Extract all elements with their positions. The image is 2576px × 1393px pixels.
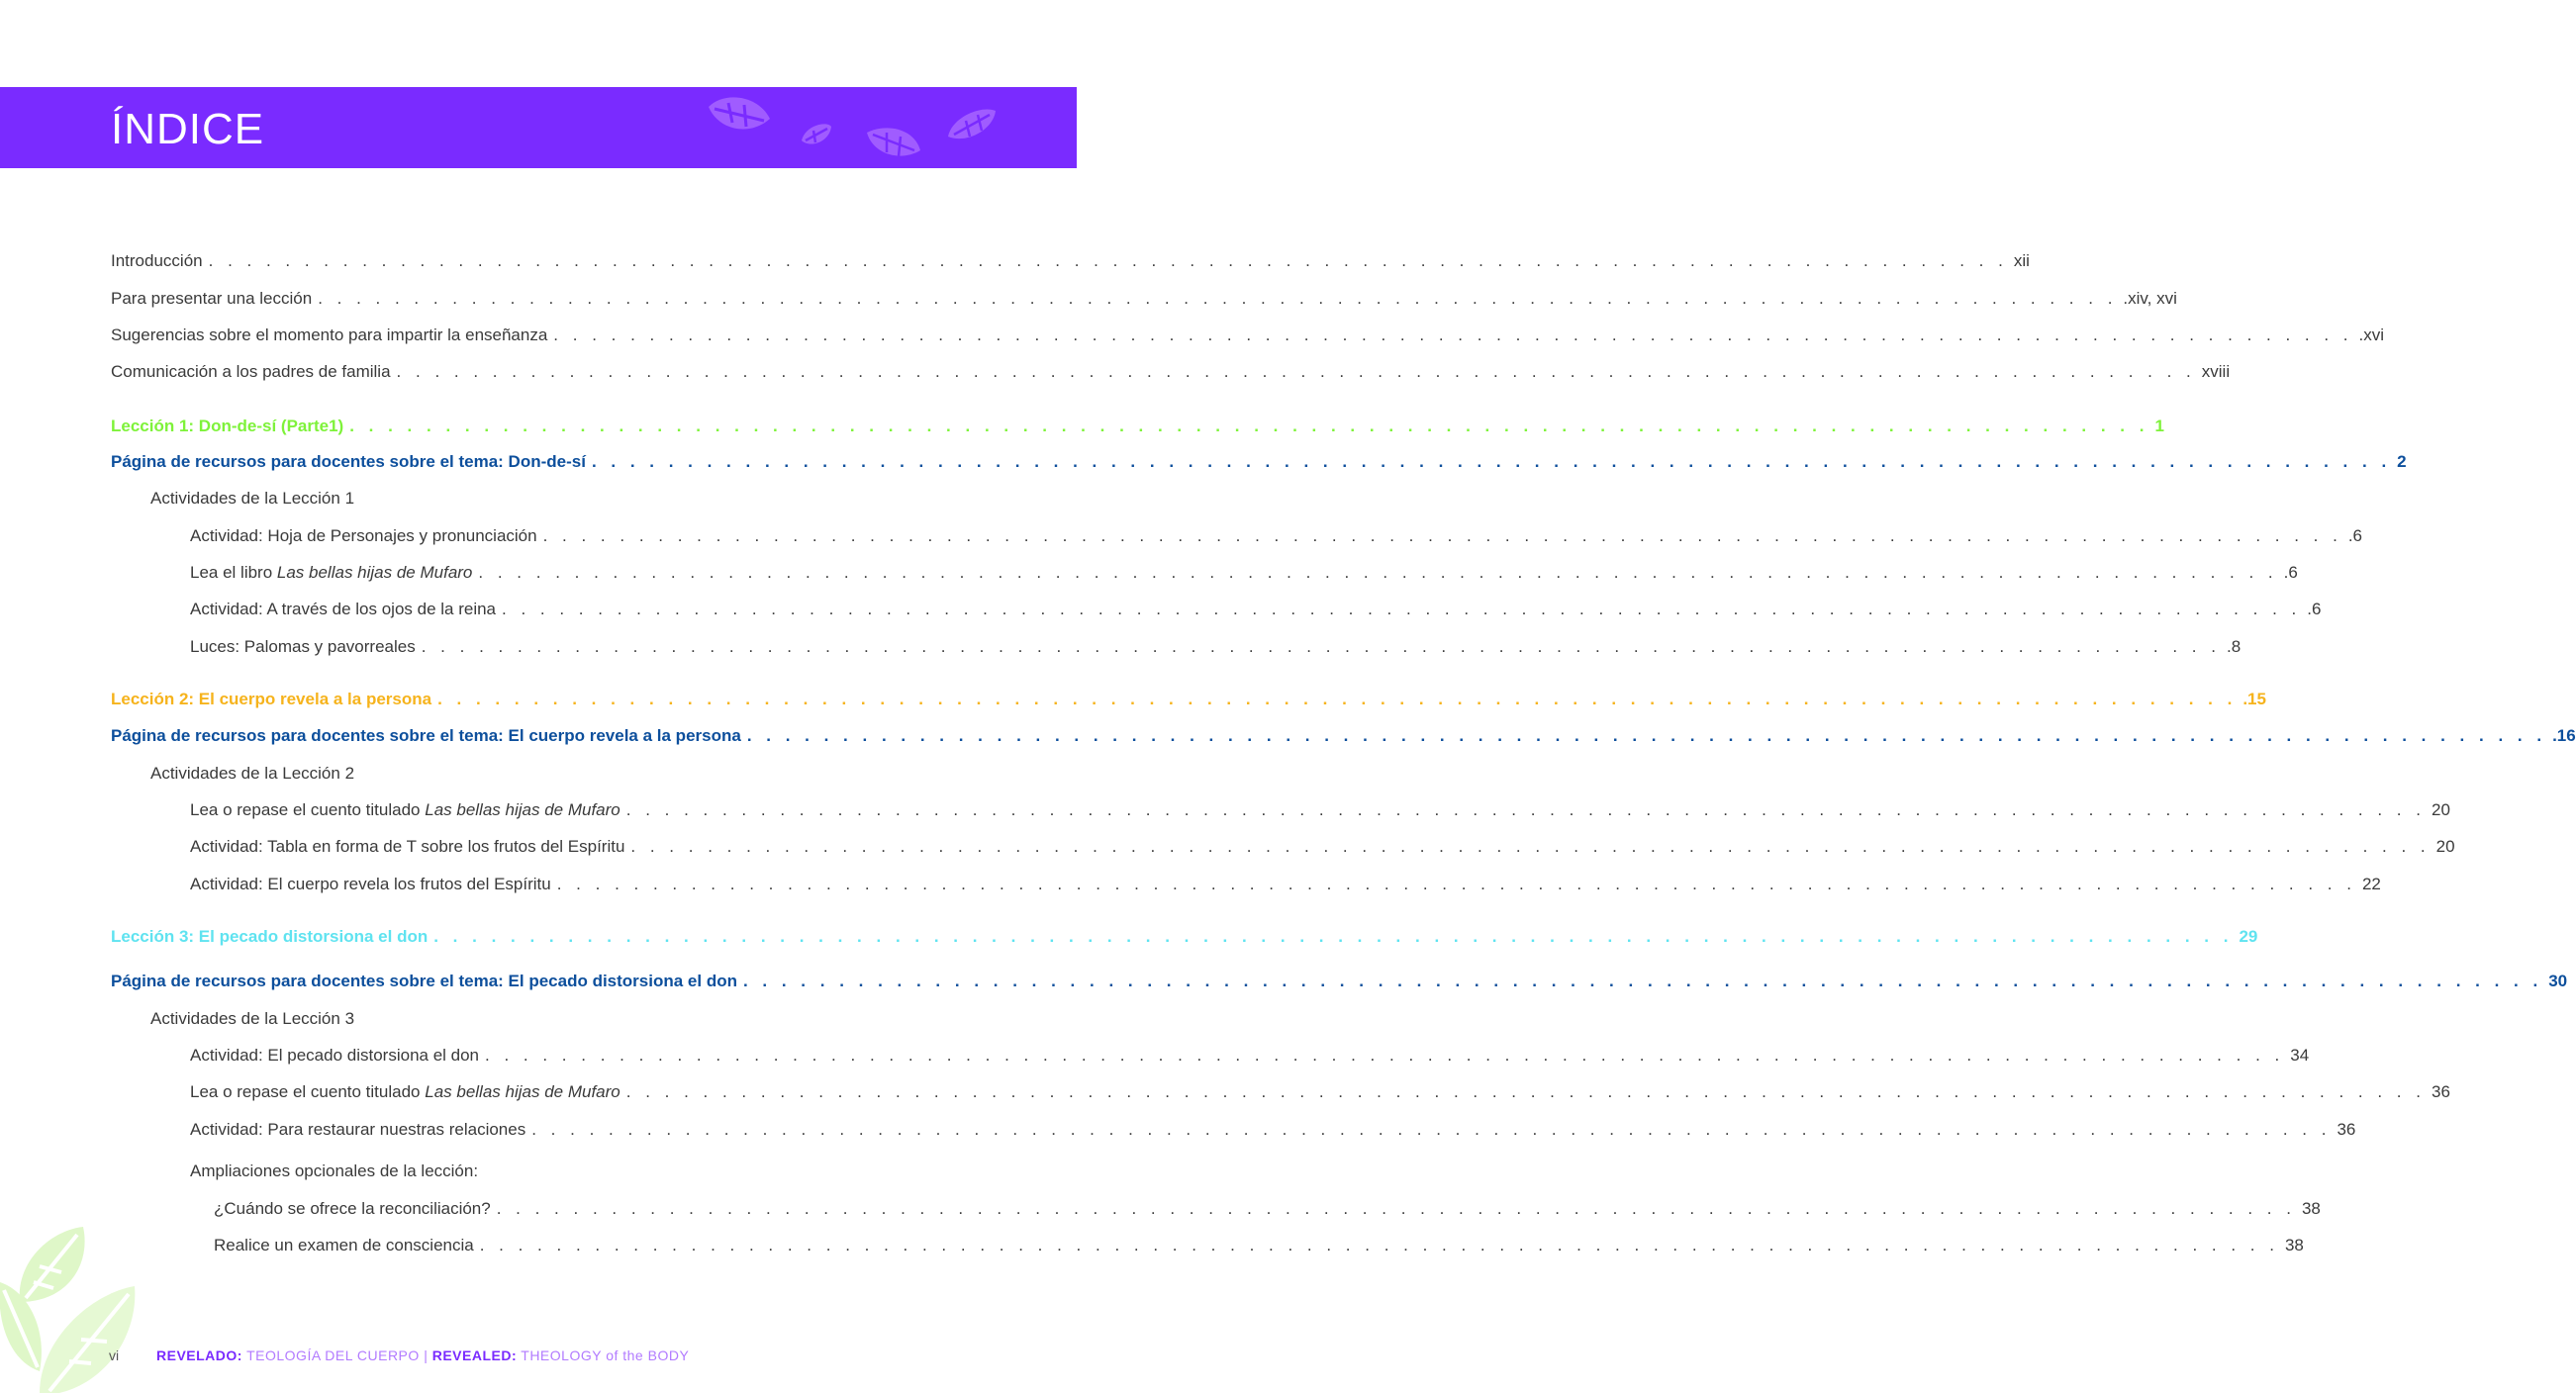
page-number: vi [109, 1347, 120, 1363]
dot-leader: . . . . . . . . . . . . . . . . . . . . . . . . . . . . . . . . . . . . . . . . . . . . . . . . . . . . . . . . . . . . . . . . . . . . . . . . . . . . . . . . . . . . . . . . . . . . . . [318, 289, 2118, 308]
dot-leader: . . . . . . . . . . . . . . . . . . . . . . . . . . . . . . . . . . . . . . . . . . . . . . . . . . . . . . . . . . . . . . . . . . . . . . . . . . . . . . . . . . . . . . . . . . . . . . [746, 726, 2547, 745]
toc-resource-3[interactable] [111, 970, 2568, 993]
dot-leader: . . . . . . . . . . . . . . . . . . . . . . . . . . . . . . . . . . . . . . . . . . . . . . . . . . . . . . . . . . . . . . . . . . . . . . . . . . . . . . . . . . . . . . . . . . . . . . [553, 325, 2353, 344]
toc-entry-page: xviii [2201, 362, 2231, 381]
toc-entry-page: 20 [2431, 800, 2450, 819]
toc-activity[interactable] [190, 798, 2450, 822]
toc-activity[interactable] [190, 1118, 2356, 1142]
dot-leader: . . . . . . . . . . . . . . . . . . . . . . . . . . . . . . . . . . . . . . . . . . . . . . . . . . . . . . . . . . . . . . . . . . . . . . . . . . . . . . . . . . . . . . . . . . . . . . [496, 1199, 2296, 1218]
dot-leader: . . . . . . . . . . . . . . . . . . . . . . . . . . . . . . . . . . . . . . . . . . . . . . . . . . . . . . . . . . . . . . . . . . . . . . . . . . . . . . . . . . . . . . . . . . . . . . [542, 526, 2342, 545]
toc-entry-label: Lea o repase el cuento titulado Las bellas hijas de Mufaro [190, 800, 620, 819]
toc-entry-sugerencias[interactable] [111, 324, 2385, 347]
toc-entry-label: Lea o repase el cuento titulado Las bellas hijas de Mufaro [190, 1082, 620, 1101]
activities-heading: Actividades de la Lección 3 [150, 1009, 355, 1028]
lesson-title: Lección 1: Don-de-sí (Parte1) [111, 417, 344, 435]
toc-entry-label: Actividad: Hoja de Personajes y pronunciación [190, 526, 537, 545]
toc-activity[interactable] [190, 561, 2298, 585]
toc-activity[interactable] [190, 1044, 2310, 1068]
toc-optional[interactable] [214, 1234, 2304, 1257]
toc-entry-page: 38 [2284, 1236, 2304, 1254]
brand-es-light: TEOLOGÍA DEL CUERPO [246, 1347, 420, 1363]
toc-entry-page: xii [2013, 251, 2030, 270]
toc-lesson-1[interactable] [111, 415, 2164, 438]
toc-entry-label: Luces: Palomas y pavorreales [190, 637, 416, 656]
leaf-icon [800, 121, 833, 148]
toc-entry-page: .16 [2552, 726, 2576, 745]
optional-heading: Ampliaciones opcionales de la lección: [190, 1161, 479, 1180]
toc-entry-label: Realice un examen de consciencia [214, 1236, 474, 1254]
toc-entry-label: Lea el libro Las bellas hijas de Mufaro [190, 563, 473, 582]
dot-leader: . . . . . . . . . . . . . . . . . . . . . . . . . . . . . . . . . . . . . . . . . . . . . . . . . . . . . . . . . . . . . . . . . . . . . . . . . . . . . . . . . . . . . . . . . . . . . . [625, 1082, 2426, 1101]
toc-activity[interactable] [190, 524, 2363, 548]
toc-entry-page: .xvi [2358, 325, 2385, 344]
dot-leader: . . . . . . . . . . . . . . . . . . . . . . . . . . . . . . . . . . . . . . . . . . . . . . . . . . . . . . . . . . . . . . . . . . . . . . . . . . . . . . . . . . . . . . . . . . . . . . [531, 1120, 2332, 1139]
toc-entry-page: .6 [2347, 526, 2363, 545]
toc-entry-label: Sugerencias sobre el momento para impartir la enseñanza [111, 325, 548, 344]
dot-leader: . . . . . . . . . . . . . . . . . . . . . . . . . . . . . . . . . . . . . . . . . . . . . . . . . . . . . . . . . . . . . . . . . . . . . . . . . . . . . . . . . . . . . . . . . . . . . . [208, 251, 2008, 270]
toc-entry-label: ¿Cuándo se ofrece la reconciliación? [214, 1199, 491, 1218]
toc-activity[interactable] [190, 635, 2242, 659]
toc-entry-page: 20 [2435, 837, 2455, 856]
dot-leader: . . . . . . . . . . . . . . . . . . . . . . . . . . . . . . . . . . . . . . . . . . . . . . . . . . . . . . . . . . . . . . . . . . . . . . . . . . . . . . . . . . . . . . . . . . . . . . [479, 1236, 2279, 1254]
footer-brand [156, 1347, 689, 1363]
toc-entry-page: 36 [2431, 1082, 2450, 1101]
lesson-title: Lección 2: El cuerpo revela a la persona [111, 690, 432, 708]
toc-entry-label: Actividad: El cuerpo revela los frutos del Espíritu [190, 875, 551, 893]
resource-title: Página de recursos para docentes sobre el tema: Don-de-sí [111, 452, 586, 471]
leaf-icon [865, 125, 922, 160]
toc-entry-introduccion[interactable] [111, 249, 2030, 273]
toc-entry-page: 38 [2301, 1199, 2321, 1218]
toc-entry-page: 34 [2290, 1046, 2310, 1065]
page-title: ÍNDICE [111, 105, 265, 153]
toc-activity[interactable] [190, 873, 2381, 896]
resource-title: Página de recursos para docentes sobre el tema: El pecado distorsiona el don [111, 972, 737, 990]
toc-entry-label: Actividad: Tabla en forma de T sobre los frutos del Espíritu [190, 837, 625, 856]
resource-title: Página de recursos para docentes sobre el tema: El cuerpo revela a la persona [111, 726, 741, 745]
toc-entry-page: .xiv, xvi [2123, 289, 2177, 308]
dot-leader: . . . . . . . . . . . . . . . . . . . . . . . . . . . . . . . . . . . . . . . . . . . . . . . . . . . . . . . . . . . . . . . . . . . . . . . . . . . . . . . . . . . . . . . . . . . . . . [433, 927, 2234, 946]
footer [0, 1322, 1077, 1393]
book-title: Las bellas hijas de Mufaro [425, 800, 620, 819]
toc-entry-label: Para presentar una lección [111, 289, 313, 308]
brand-en-light: THEOLOGY of the BODY [521, 1347, 690, 1363]
toc-activity[interactable] [190, 1080, 2450, 1104]
dot-leader: . . . . . . . . . . . . . . . . . . . . . . . . . . . . . . . . . . . . . . . . . . . . . . . . . . . . . . . . . . . . . . . . . . . . . . . . . . . . . . . . . . . . . . . . . . . . . . [349, 417, 2149, 435]
leaf-icon [707, 93, 772, 137]
toc-resource-2[interactable] [111, 724, 2576, 748]
dot-leader: . . . . . . . . . . . . . . . . . . . . . . . . . . . . . . . . . . . . . . . . . . . . . . . . . . . . . . . . . . . . . . . . . . . . . . . . . . . . . . . . . . . . . . . . . . . . . . [591, 452, 2392, 471]
dot-leader: . . . . . . . . . . . . . . . . . . . . . . . . . . . . . . . . . . . . . . . . . . . . . . . . . . . . . . . . . . . . . . . . . . . . . . . . . . . . . . . . . . . . . . . . . . . . . . [502, 600, 2302, 618]
toc-activity[interactable] [190, 598, 2322, 621]
dot-leader: . . . . . . . . . . . . . . . . . . . . . . . . . . . . . . . . . . . . . . . . . . . . . . . . . . . . . . . . . . . . . . . . . . . . . . . . . . . . . . . . . . . . . . . . . . . . . . [485, 1046, 2285, 1065]
toc-optional[interactable] [214, 1197, 2321, 1221]
toc-entry-page: .6 [2307, 600, 2322, 618]
toc-entry-page: 2 [2397, 452, 2407, 471]
footer-separator: | [424, 1347, 429, 1363]
book-title: Las bellas hijas de Mufaro [276, 563, 473, 582]
dot-leader: . . . . . . . . . . . . . . . . . . . . . . . . . . . . . . . . . . . . . . . . . . . . . . . . . . . . . . . . . . . . . . . . . . . . . . . . . . . . . . . . . . . . . . . . . . . . . . [478, 563, 2278, 582]
toc-entry-label: Actividad: Para restaurar nuestras relaciones [190, 1120, 526, 1139]
toc-entry-page: 30 [2548, 972, 2568, 990]
toc-activity[interactable] [190, 835, 2455, 859]
dot-leader: . . . . . . . . . . . . . . . . . . . . . . . . . . . . . . . . . . . . . . . . . . . . . . . . . . . . . . . . . . . . . . . . . . . . . . . . . . . . . . . . . . . . . . . . . . . . . . [742, 972, 2543, 990]
dot-leader: . . . . . . . . . . . . . . . . . . . . . . . . . . . . . . . . . . . . . . . . . . . . . . . . . . . . . . . . . . . . . . . . . . . . . . . . . . . . . . . . . . . . . . . . . . . . . . [421, 637, 2221, 656]
toc-entry-page: .6 [2283, 563, 2298, 582]
toc-lesson-2[interactable] [111, 688, 2266, 711]
toc-entry-label: Actividad: El pecado distorsiona el don [190, 1046, 480, 1065]
toc-entry-label: Actividad: A través de los ojos de la reina [190, 600, 497, 618]
header-banner [0, 87, 1077, 168]
toc-entry-page: .15 [2242, 690, 2266, 708]
toc-resource-1[interactable] [111, 450, 2407, 474]
book-title: Las bellas hijas de Mufaro [425, 1082, 620, 1101]
toc-entry-page: 36 [2337, 1120, 2356, 1139]
toc-entry-page: 1 [2154, 417, 2164, 435]
dot-leader: . . . . . . . . . . . . . . . . . . . . . . . . . . . . . . . . . . . . . . . . . . . . . . . . . . . . . . . . . . . . . . . . . . . . . . . . . . . . . . . . . . . . . . . . . . . . . . [396, 362, 2196, 381]
toc-entry-page: .8 [2226, 637, 2242, 656]
toc-entry-label: Introducción [111, 251, 203, 270]
toc-entry-label: Comunicación a los padres de familia [111, 362, 391, 381]
dot-leader: . . . . . . . . . . . . . . . . . . . . . . . . . . . . . . . . . . . . . . . . . . . . . . . . . . . . . . . . . . . . . . . . . . . . . . . . . . . . . . . . . . . . . . . . . . . . . . [556, 875, 2356, 893]
toc-entry-presentar-leccion[interactable] [111, 287, 2177, 311]
dot-leader: . . . . . . . . . . . . . . . . . . . . . . . . . . . . . . . . . . . . . . . . . . . . . . . . . . . . . . . . . . . . . . . . . . . . . . . . . . . . . . . . . . . . . . . . . . . . . . [625, 800, 2426, 819]
dot-leader: . . . . . . . . . . . . . . . . . . . . . . . . . . . . . . . . . . . . . . . . . . . . . . . . . . . . . . . . . . . . . . . . . . . . . . . . . . . . . . . . . . . . . . . . . . . . . . [437, 690, 2238, 708]
activities-heading: Actividades de la Lección 1 [150, 489, 355, 508]
brand-en-bold: REVEALED: [431, 1347, 518, 1363]
leaf-icon [946, 107, 998, 142]
brand-es-bold: REVELADO: [156, 1347, 242, 1363]
dot-leader: . . . . . . . . . . . . . . . . . . . . . . . . . . . . . . . . . . . . . . . . . . . . . . . . . . . . . . . . . . . . . . . . . . . . . . . . . . . . . . . . . . . . . . . . . . . . . . [630, 837, 2431, 856]
toc-entry-page: 29 [2239, 927, 2258, 946]
toc-entry-page: 22 [2361, 875, 2381, 893]
activities-heading: Actividades de la Lección 2 [150, 764, 355, 783]
toc-entry-comunicacion[interactable] [111, 360, 2231, 384]
toc-lesson-3[interactable] [111, 925, 2258, 949]
lesson-title: Lección 3: El pecado distorsiona el don [111, 927, 429, 946]
